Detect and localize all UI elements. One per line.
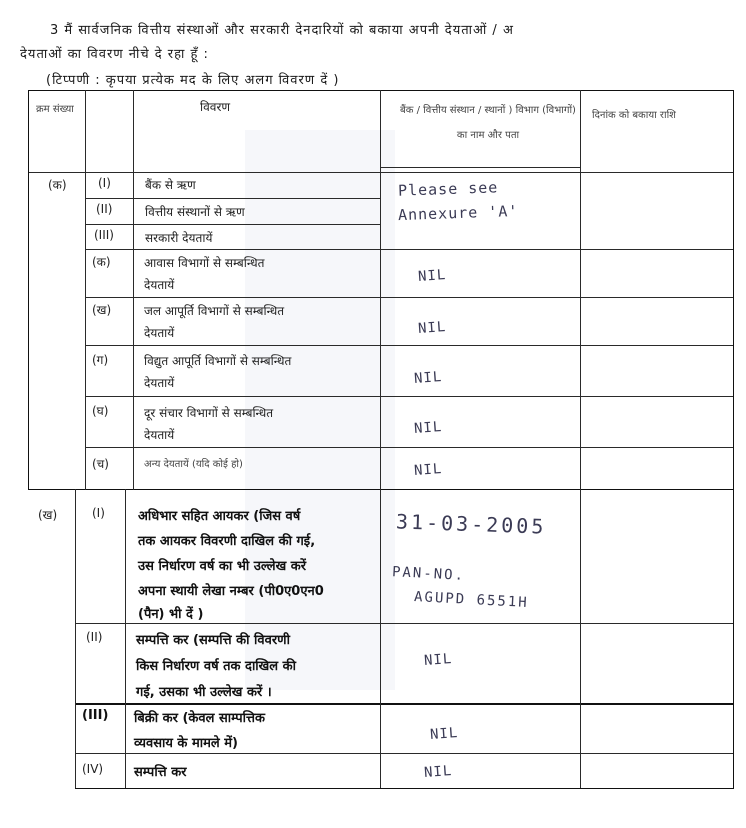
col-header-amount: दिनांक को बकाया राशि (592, 110, 676, 121)
item-number: (IV) (82, 762, 104, 776)
row-rule (75, 703, 734, 705)
item-description-line: बिक्री कर (केवल साम्पत्तिक (134, 711, 266, 726)
item-description-line: अपना स्थायी लेखा नम्बर (पी0ए0एन0 (138, 584, 324, 599)
row-rule (85, 345, 734, 346)
item-number: (III) (82, 708, 109, 723)
section-b-num-divider (125, 489, 126, 788)
handwritten-pan-label: PAN-NO. (391, 564, 466, 584)
item-description-line: गई, उसका भी उल्लेख करें । (136, 685, 272, 700)
note-line: (टिप्पणी : कृपया प्रत्येक मद के लिए अलग विवरण दें ) (46, 73, 340, 88)
sub-item-description-cont: देयतायें (144, 326, 175, 340)
table-bottom-border (75, 788, 734, 789)
item-number: (II) (86, 630, 103, 644)
item-description-line: उस निर्धारण वर्ष का भी उल्लेख करें (138, 559, 307, 574)
handwritten-nil: NIL (413, 461, 443, 479)
item-number: (I) (92, 506, 105, 520)
handwritten-nil: NIL (429, 725, 459, 743)
sub-item-description: दूर संचार विभागों से सम्बन्धित (144, 406, 274, 420)
row-rule (85, 224, 380, 225)
item-description-line: किस निर्धारण वर्ष तक दाखिल की (136, 659, 297, 674)
item-description: बैंक से ऋण (145, 178, 196, 192)
row-rule (75, 753, 734, 754)
desc-col-divider (380, 90, 381, 788)
sub-item-description-cont: देयतायें (144, 278, 175, 292)
sub-item-number: (क) (92, 255, 111, 269)
num-col-divider (133, 90, 134, 490)
row-rule (85, 297, 734, 298)
item-number: (I) (98, 176, 111, 190)
sub-item-number: (घ) (92, 404, 109, 418)
handwritten-nil: NIL (423, 651, 453, 669)
item-description: सरकारी देयतायें (145, 231, 213, 245)
section-a-label: (क) (48, 178, 67, 192)
sub-item-number: (ख) (92, 303, 112, 317)
sub-item-description: जल आपूर्ति विभागों से सम्बन्धित (144, 304, 285, 318)
header-underline (380, 167, 580, 168)
item-description-line: सम्पत्ति कर (सम्पत्ति की विवरणी (136, 633, 290, 648)
sub-item-number: (च) (92, 457, 109, 471)
section-b-label: (ख) (38, 508, 58, 522)
sub-item-description: अन्य देयतायें (यदि कोई हो) (144, 459, 243, 470)
item-description-line: व्यवसाय के मामले में) (134, 736, 238, 751)
item-description-line: (पैन) भी दें ) (138, 607, 204, 622)
item-number: (III) (94, 228, 114, 242)
handwritten-date: 31-03-2005 (395, 509, 547, 539)
handwritten-nil: NIL (423, 763, 453, 781)
handwritten-nil: NIL (413, 369, 443, 387)
sub-item-description-cont: देयतायें (144, 428, 175, 442)
heading-line-2: देयताओं का विवरण नीचे दे रहा हूँ : (20, 47, 209, 62)
section-b-left-border (75, 489, 76, 788)
handwritten-annexure-line-1: Please see (397, 178, 499, 200)
row-rule (85, 249, 734, 250)
heading-line-1: 3 मैं सार्वजनिक वित्तीय संस्थाओं और सरकारी देनदारियों को बकाया अपनी देयताओं / अ (50, 23, 514, 38)
bank-col-divider (580, 90, 581, 788)
handwritten-annexure-line-2: Annexure 'A' (397, 201, 519, 225)
serial-col-divider (85, 90, 86, 490)
row-rule (85, 198, 380, 199)
item-description-line: तक आयकर विवरणी दाखिल की गई, (138, 534, 316, 549)
handwritten-nil: NIL (417, 267, 447, 285)
table-right-border (733, 90, 734, 788)
item-description-line: अधिभार सहित आयकर (जिस वर्ष (138, 509, 301, 524)
row-rule (75, 623, 734, 624)
table-left-border (28, 90, 29, 490)
col-header-serial: क्रम संख्या (36, 104, 74, 115)
sub-item-description: आवास विभागों से सम्बन्धित (144, 256, 265, 270)
item-description-line: सम्पत्ति कर (134, 765, 187, 780)
sub-item-description: विद्युत आपूर्ति विभागों से सम्बन्धित (144, 354, 292, 368)
col-header-description: विवरण (200, 100, 231, 114)
sub-item-description-cont: देयतायें (144, 376, 175, 390)
row-rule (85, 447, 734, 448)
handwritten-nil: NIL (413, 419, 443, 437)
sub-item-number: (ग) (92, 353, 109, 367)
handwritten-nil: NIL (417, 319, 447, 337)
handwritten-pan-number: AGUPD 6551H (413, 589, 530, 611)
col-header-bank: बैंक / वित्तीय संस्थान / स्थानों ) विभाग (विभागों) का नाम और पता (400, 105, 576, 141)
item-number: (II) (96, 202, 113, 216)
row-rule (85, 396, 734, 397)
item-description: वित्तीय संस्थानों से ऋण (145, 205, 245, 219)
